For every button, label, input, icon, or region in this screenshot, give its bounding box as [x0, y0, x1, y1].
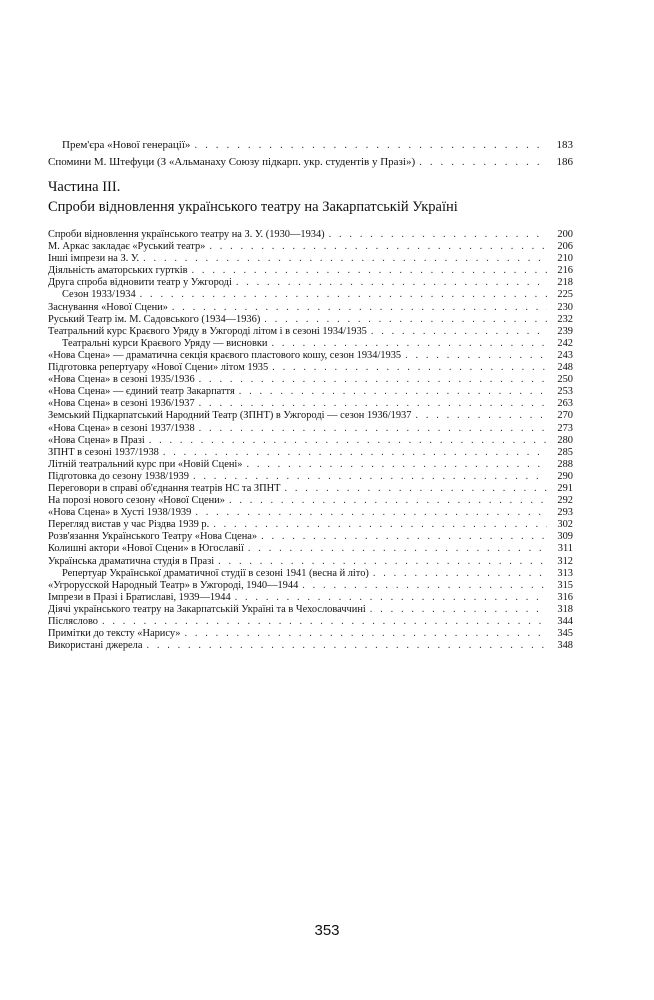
toc-entry	[48, 471, 573, 483]
toc-entry	[48, 326, 573, 338]
toc-entry	[48, 302, 573, 314]
toc-entry-page: 200	[557, 229, 573, 240]
toc-entry-title: Українська драматична студія в Празі	[48, 555, 215, 567]
toc-entry-page: 292	[557, 495, 573, 507]
toc-entry-title: «Нова Сцена» — драматична секція краєвого пластового кошу, сезон 1934/1935	[48, 349, 402, 361]
toc-entry	[48, 568, 573, 580]
toc-entry-page: 263	[557, 398, 573, 410]
toc-entry-title: На порозі нового сезону «Нової Сцени»	[48, 495, 225, 507]
toc-entry	[48, 543, 573, 555]
toc-entry	[48, 435, 573, 447]
toc-entry	[48, 531, 573, 543]
toc-entry-page: 313	[557, 567, 573, 579]
toc-entry-page: 218	[557, 277, 573, 289]
toc-entry	[48, 410, 573, 422]
toc-entry	[48, 423, 573, 435]
dot-leader	[272, 338, 548, 350]
toc-entry	[48, 289, 573, 301]
toc-entry-title: Руський Театр ім. М. Садовського (1934—1936)	[48, 313, 261, 325]
toc-entry-page: 315	[557, 579, 573, 591]
toc-entry-title: Інші імпрези на З. У.	[48, 253, 140, 265]
toc-entry-page: 312	[557, 555, 573, 567]
toc-entry-title: «Нова Сцена» в сезоні 1936/1937	[48, 398, 195, 410]
toc-entry-title: Спроби відновлення українського театру на З. У. (1930—1934)	[48, 229, 325, 240]
dot-leader	[272, 362, 547, 374]
toc-entry-page: 302	[557, 519, 573, 531]
dot-leader	[143, 253, 547, 265]
toc-entry-title: Діяльність аматорських гуртків	[48, 265, 188, 277]
toc-entry	[48, 604, 573, 616]
toc-entry-page: 248	[557, 362, 573, 374]
toc-entry	[48, 265, 573, 277]
toc-entry-title: Спомини М. Штефуци (З «Альманаху Союзу підкарп. укр. студентів у Празі»)	[48, 156, 416, 168]
dot-leader	[373, 568, 547, 580]
toc-entry-page: 270	[557, 410, 573, 422]
toc-entry-title: Примітки до тексту «Нарису»	[48, 628, 181, 640]
dot-leader	[370, 604, 547, 616]
dot-leader	[236, 277, 547, 289]
toc-entry	[48, 628, 573, 640]
dot-leader	[371, 326, 547, 338]
toc-entry	[48, 137, 573, 154]
toc-entry	[48, 154, 573, 171]
toc-entry-page: 216	[557, 265, 573, 277]
dot-leader	[419, 154, 547, 171]
page-number: 353	[314, 922, 340, 939]
dot-leader	[229, 495, 547, 507]
toc-entry-page: 348	[557, 640, 573, 652]
toc-entry-title: Колишні актори «Нової Сцени» в Югославії	[48, 543, 244, 555]
toc-entry-title: Підготовка до сезону 1938/1939	[48, 470, 189, 482]
dot-leader	[140, 289, 547, 301]
toc-entry-title: «Угрорусской Народный Театр» в Ужгороді, 1940—1944	[48, 579, 299, 591]
toc-continued-list	[48, 137, 573, 171]
toc-entry	[48, 495, 573, 507]
toc-entry-page: 344	[557, 616, 573, 627]
dot-leader	[192, 265, 547, 277]
toc-entry-title: Перегляд вистав у час Різдва 1939 р.	[48, 519, 210, 531]
toc-entry-page: 316	[557, 591, 573, 603]
toc-entry-title: Земський Підкарпатський Народний Театр (ЗПНТ) в Ужгороді — сезон 1936/1937	[48, 410, 412, 422]
dot-leader	[199, 398, 547, 410]
toc-entry-title: М. Аркас закладає «Руський театр»	[48, 241, 206, 253]
toc-entry	[48, 229, 573, 241]
toc-entry	[48, 338, 573, 350]
dot-leader	[285, 483, 548, 495]
toc-entry-title: Діячі українського театру на Закарпатській Україні та в Чехословаччині	[48, 603, 366, 615]
toc-entry-title: Друга спроба відновити театр у Ужгороді	[48, 277, 232, 289]
toc-entry	[48, 580, 573, 592]
toc-entry-page: 273	[557, 422, 573, 434]
dot-leader	[185, 628, 548, 640]
toc-entry-page: 345	[557, 628, 573, 640]
toc-entry-title: «Нова Сцена» — єдиний театр Закарпаття	[48, 386, 235, 398]
dot-leader	[246, 459, 547, 471]
toc-entry	[48, 459, 573, 471]
dot-leader	[264, 314, 547, 326]
toc-entry	[48, 386, 573, 398]
toc-entry-title: «Нова Сцена» в сезоні 1935/1936	[48, 374, 195, 386]
dot-leader	[163, 447, 547, 459]
part-heading	[48, 177, 458, 217]
toc-entry-title: Театральні курси Краєвого Уряду — висновки	[62, 337, 268, 349]
toc-entry-page: 311	[557, 543, 573, 555]
toc-entry-page: 318	[557, 603, 573, 615]
toc-entry-title: Заснування «Нової Сцени»	[48, 301, 168, 313]
toc-entry	[48, 592, 573, 604]
toc-entry	[48, 398, 573, 410]
toc-entry-title: Літній театральний курс при «Новій Сцені»	[48, 458, 243, 470]
dot-leader	[415, 410, 547, 422]
toc-entry	[48, 350, 573, 362]
toc-entry-page: 288	[557, 458, 573, 470]
dot-leader	[199, 423, 547, 435]
toc-entry-page: 293	[557, 507, 573, 519]
dot-leader	[195, 507, 547, 519]
dot-leader	[199, 374, 547, 386]
toc-entry	[48, 519, 573, 531]
toc-entry-title: Театральний курс Краєвого Уряду в Ужгороді літом і в сезоні 1934/1935	[48, 325, 367, 337]
toc-entry	[48, 241, 573, 253]
toc-entry-page: 242	[557, 337, 573, 349]
toc-entry-page: 239	[557, 325, 573, 337]
dot-leader	[172, 302, 547, 314]
toc-entry-page: 280	[557, 434, 573, 446]
dot-leader	[239, 386, 547, 398]
toc-entry	[48, 447, 573, 459]
toc-entry	[48, 483, 573, 495]
dot-leader	[302, 580, 547, 592]
toc-entry-page: 230	[557, 301, 573, 313]
toc-entry	[48, 253, 573, 265]
dot-leader	[194, 137, 547, 154]
toc-entry-page: 206	[557, 241, 573, 253]
dot-leader	[248, 543, 547, 555]
toc-entry	[48, 314, 573, 326]
toc-entry-title: Розв'язання Українського Театру «Нова Сцена»	[48, 531, 258, 543]
toc-entry-page: 285	[557, 446, 573, 458]
toc-entry-title: Підготовка репертуару «Нової Сцени» літом 1935	[48, 362, 269, 374]
toc-entry-title: «Нова Сцена» в Хусті 1938/1939	[48, 507, 192, 519]
toc-entry-page: 250	[557, 374, 573, 386]
toc-entry-page: 225	[557, 289, 573, 301]
part-label: Частина III.	[48, 179, 121, 195]
dot-leader	[213, 519, 547, 531]
toc-entry-title: «Нова Сцена» в сезоні 1937/1938	[48, 422, 195, 434]
part-title: Спроби відновлення українського театру на Закарпатській Україні	[48, 199, 458, 215]
toc-entry-page: 243	[557, 349, 573, 361]
toc-entry-page: 183	[556, 139, 573, 151]
dot-leader	[146, 640, 547, 652]
toc-entry-page: 290	[557, 470, 573, 482]
toc-entry-title: ЗПНТ в сезоні 1937/1938	[48, 446, 159, 458]
dot-leader	[405, 350, 547, 362]
toc-entry-page: 253	[557, 386, 573, 398]
toc-entry	[48, 374, 573, 386]
toc-entry-page: 186	[556, 156, 573, 168]
toc-entry-page: 210	[557, 253, 573, 265]
toc-entry-title: «Нова Сцена» в Празі	[48, 434, 145, 446]
toc-entry	[48, 507, 573, 519]
dot-leader	[261, 531, 547, 543]
toc-entry	[48, 362, 573, 374]
dot-leader	[149, 435, 547, 447]
dot-leader	[102, 616, 547, 628]
toc-entry-title: Використані джерела	[48, 640, 143, 652]
toc-entry-title: Прем'єра «Нової генерації»	[62, 139, 191, 151]
dot-leader	[329, 229, 547, 241]
toc-entry	[48, 556, 573, 568]
dot-leader	[235, 592, 547, 604]
toc-entry-title: Післяслово	[48, 616, 98, 627]
toc-entry-page: 232	[557, 313, 573, 325]
dot-leader	[209, 241, 547, 253]
toc-entry-title: Імпрези в Празі і Братиславі, 1939—1944	[48, 591, 231, 603]
dot-leader	[193, 471, 547, 483]
toc-list	[48, 229, 573, 652]
toc-entry-title: Репертуар Української драматичної студії в сезоні 1941 (весна й літо)	[62, 567, 369, 579]
toc-entry	[48, 277, 573, 289]
toc-entry-page: 309	[557, 531, 573, 543]
toc-entry	[48, 616, 573, 628]
toc-entry-title: Сезон 1933/1934	[62, 289, 136, 301]
dot-leader	[218, 556, 547, 568]
toc-entry	[48, 640, 573, 652]
toc-entry-page: 291	[557, 482, 573, 494]
toc-entry-title: Переговори в справі об'єднання театрів НС та ЗПНТ	[48, 482, 281, 494]
